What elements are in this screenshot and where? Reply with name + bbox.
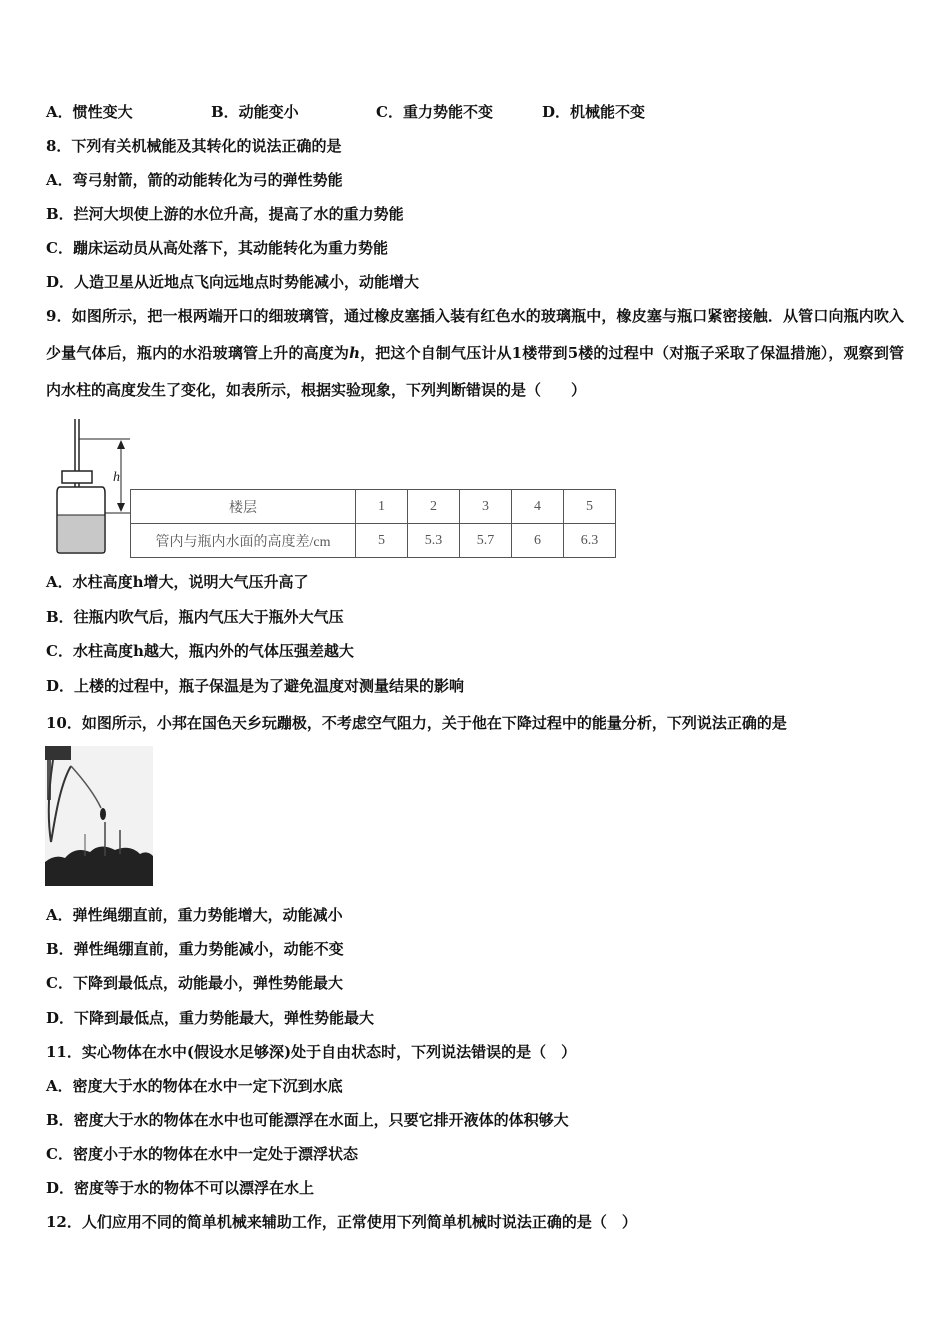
q11-option-b: B．密度大于水的物体在水中也可能漂浮在水面上，只要它排开液体的体积够大 — [46, 1111, 569, 1129]
q9-stem: 9．如图所示，把一根两端开口的细玻璃管，通过橡皮塞插入装有红色水的玻璃瓶中，橡皮塞与瓶口紧密接触．从管口向瓶内吹入少量气体后，瓶内的水沿玻璃管上升的高度为h，把这个自制气压计从1楼带到5楼的过程中（对瓶子采取了保温措施），观察到管内水柱的高度发生了变化，如表所示，根据实验现象，下列判断错误的是（ ） — [46, 307, 904, 399]
table-cell: 6 — [512, 524, 564, 558]
q7-option-b: B．动能变小 — [211, 103, 299, 121]
q11-option-c: C．密度小于水的物体在水中一定处于漂浮状态 — [46, 1145, 358, 1163]
q10-option-b: B．弹性绳绷直前，重力势能减小，动能不变 — [46, 940, 344, 958]
table-cell: 5 — [564, 490, 616, 524]
table-cell: 5.7 — [460, 524, 512, 558]
q11-stem: 11．实心物体在水中(假设水足够深)处于自由状态时，下列说法错误的是（ ） — [46, 1043, 577, 1061]
table-cell: 2 — [408, 490, 460, 524]
q10-option-d: D．下降到最低点，重力势能最大，弹性势能最大 — [46, 1009, 375, 1027]
q10-bungee-photo — [45, 746, 153, 886]
table-row — [131, 524, 616, 558]
q9-barometer-figure — [50, 413, 140, 555]
q10-option-a: A．弹性绳绷直前，重力势能增大，动能减小 — [46, 906, 343, 924]
jumper — [100, 808, 106, 820]
q9-stem-var-h: h — [349, 344, 360, 362]
table-header-height: 管内与瓶内水面的高度差/cm — [131, 524, 356, 558]
q10-option-c: C．下降到最低点，动能最小，弹性势能最大 — [46, 974, 343, 992]
q9-data-table — [130, 489, 616, 558]
q11-option-d: D．密度等于水的物体不可以漂浮在水上 — [46, 1179, 315, 1197]
q11-option-a: A．密度大于水的物体在水中一定下沉到水底 — [46, 1077, 343, 1095]
q9-option-a: A．水柱高度h增大，说明大气压升高了 — [46, 573, 309, 591]
q7-option-a: A．惯性变大 — [46, 103, 133, 121]
q8-option-b: B．拦河大坝使上游的水位升高，提高了水的重力势能 — [46, 205, 404, 223]
table-row — [131, 490, 616, 524]
rubber-stopper — [62, 471, 92, 483]
q9-option-c: C．水柱高度h越大，瓶内外的气体压强差越大 — [46, 642, 354, 660]
q9-option-b: B．往瓶内吹气后，瓶内气压大于瓶外大气压 — [46, 608, 344, 626]
q7-option-c: C．重力势能不变 — [376, 103, 493, 121]
table-cell: 1 — [356, 490, 408, 524]
q12-stem: 12．人们应用不同的简单机械来辅助工作，正常使用下列简单机械时说法正确的是（ ） — [46, 1213, 637, 1231]
table-header-floor: 楼层 — [131, 490, 356, 524]
q10-stem: 10．如图所示，小邦在国色天乡玩蹦极，不考虑空气阻力，关于他在下降过程中的能量分析，下列说法正确的是 — [46, 714, 787, 732]
table-cell: 3 — [460, 490, 512, 524]
q8-option-a: A．弯弓射箭，箭的动能转化为弓的弹性势能 — [46, 171, 343, 189]
q7-option-d: D．机械能不变 — [542, 103, 646, 121]
bottle-water — [58, 515, 104, 552]
table-cell: 5 — [356, 524, 408, 558]
table-cell: 6.3 — [564, 524, 616, 558]
h-label: h — [113, 470, 120, 485]
q8-option-d: D．人造卫星从近地点飞向远地点时势能减小，动能增大 — [46, 273, 420, 291]
table-cell: 4 — [512, 490, 564, 524]
q7-options — [46, 101, 746, 121]
q8-option-c: C．蹦床运动员从高处落下，其动能转化为重力势能 — [46, 239, 388, 257]
table-cell: 5.3 — [408, 524, 460, 558]
q9-option-d: D．上楼的过程中，瓶子保温是为了避免温度对测量结果的影响 — [46, 677, 465, 695]
q8-stem: 8．下列有关机械能及其转化的说法正确的是 — [46, 137, 342, 155]
